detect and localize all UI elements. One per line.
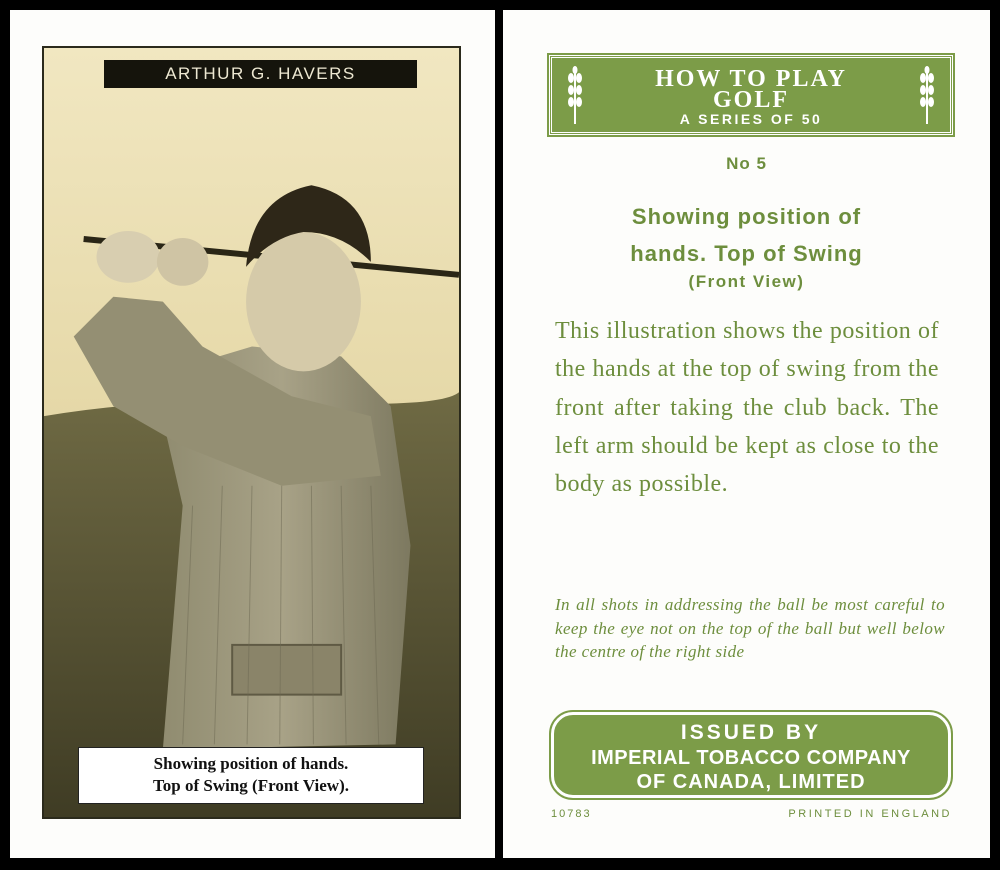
printed-in-label: PRINTED IN ENGLAND (788, 808, 952, 820)
caption-line-2: Top of Swing (Front View). (153, 776, 349, 795)
issuer-line-1: ISSUED BY (680, 721, 822, 744)
description-text: This illustration shows the position of the hands at the top of swing from the front after taking the club back. The left arm should be kept as close to the body as possible. (555, 318, 939, 498)
series-title-banner (549, 55, 953, 135)
card-title (503, 198, 990, 272)
issuer-banner (551, 712, 951, 798)
series-title-line-1: HOW TO PLAY (655, 66, 847, 92)
player-name: ARTHUR G. HAVERS (104, 60, 417, 88)
view-label: (Front View) (688, 272, 805, 291)
issuer-line-3: OF CANADA, LIMITED (636, 771, 866, 793)
series-subtitle: A SERIES OF 50 (679, 111, 823, 127)
caption-line-1: Showing position of hands. (153, 754, 349, 773)
card-back (503, 10, 990, 858)
golfer-photo (42, 46, 461, 819)
card-number: No 5 (726, 154, 767, 173)
photo-caption (78, 747, 424, 804)
print-code: 10783 (551, 808, 592, 820)
italic-note: In all shots in addressing the ball be most careful to keep the eye not on the top of the ball but well below the centre of the right side (555, 595, 945, 661)
golfer-illustration (44, 48, 459, 817)
card-title-line-2: hands. Top of Swing (630, 241, 863, 266)
card-front (10, 10, 495, 858)
card-title-line-1: Showing position of (631, 204, 862, 229)
issuer-line-2: IMPERIAL TOBACCO COMPANY (591, 747, 911, 769)
series-title-line-2: GOLF (712, 87, 789, 113)
